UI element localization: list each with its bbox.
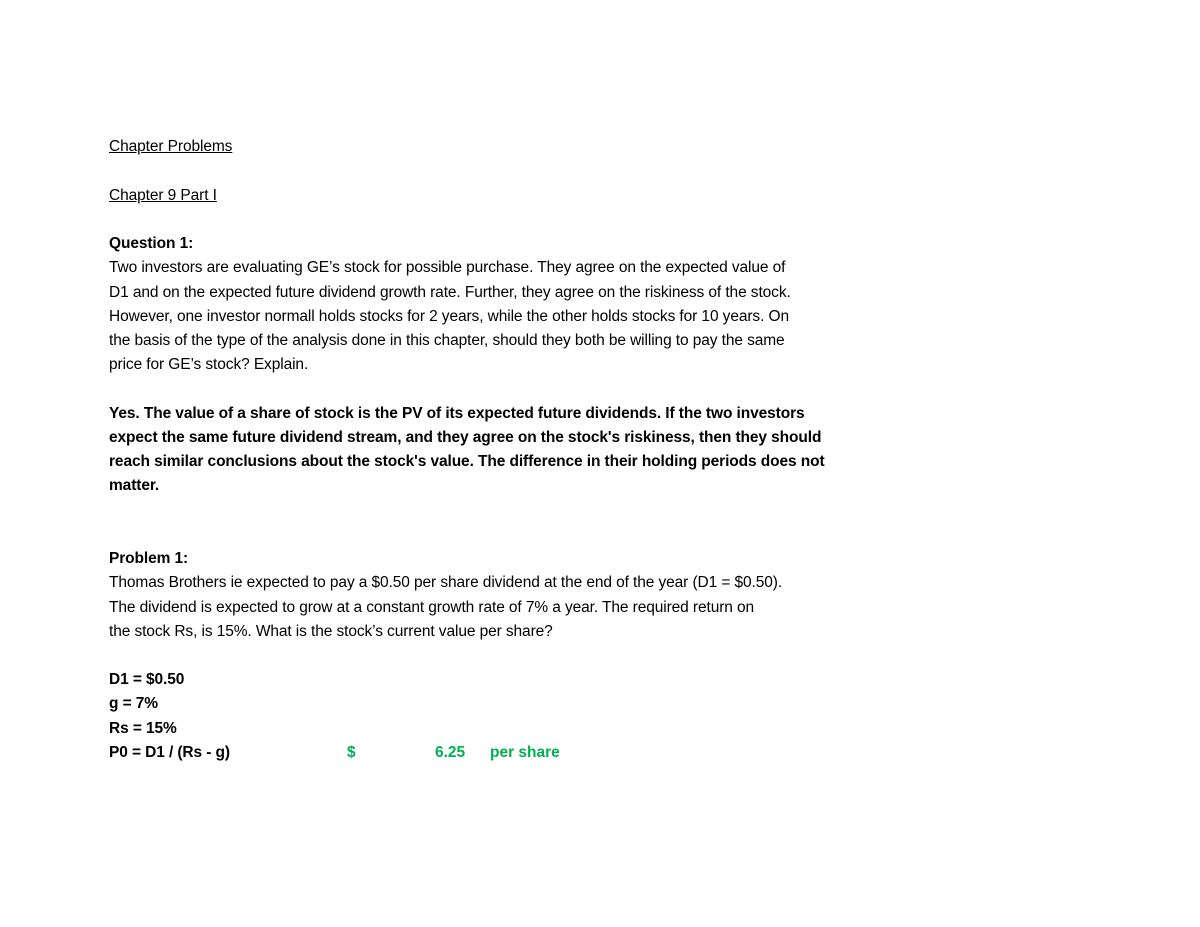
answer-text-line: Yes. The value of a share of stock is the PV of its expected future dividends. If the two investors (109, 405, 805, 422)
page-title: Chapter Problems (109, 138, 233, 155)
question-label: Question 1: (109, 235, 194, 252)
price-result-value: 6.25 (435, 744, 466, 761)
price-result-unit: per share (490, 744, 560, 761)
question-text-line: Two investors are evaluating GE’s stock for possible purchase. They agree on the expected value of (109, 259, 786, 276)
chapter-subtitle: Chapter 9 Part I (109, 187, 217, 204)
given-d1: D1 = $0.50 (109, 671, 185, 688)
problem-text-line: the stock Rs, is 15%. What is the stock’s current value per share? (109, 623, 553, 640)
problem-label: Problem 1: (109, 550, 189, 567)
given-growth: g = 7% (109, 695, 158, 712)
question-text-line: price for GE’s stock? Explain. (109, 356, 309, 373)
problem-text-line: The dividend is expected to grow at a constant growth rate of 7% a year. The required return on (109, 599, 755, 616)
problem-text-line: Thomas Brothers ie expected to pay a $0.50 per share dividend at the end of the year (D1 = $0.50). (109, 574, 783, 591)
question-text-line: D1 and on the expected future dividend growth rate. Further, they agree on the riskiness of the stock. (109, 284, 791, 301)
answer-text-line: matter. (109, 477, 160, 494)
currency-symbol: $ (347, 744, 356, 761)
answer-text-line: reach similar conclusions about the stock's value. The difference in their holding periods does not (109, 453, 825, 470)
answer-text-line: expect the same future dividend stream, and they agree on the stock's riskiness, then they should (109, 429, 822, 446)
price-formula: P0 = D1 / (Rs - g) (109, 744, 230, 761)
question-text-line: the basis of the type of the analysis done in this chapter, should they both be willing to pay the same (109, 332, 785, 349)
question-text-line: However, one investor normall holds stocks for 2 years, while the other holds stocks for 10 years. On (109, 308, 789, 325)
given-required-return: Rs = 15% (109, 720, 177, 737)
